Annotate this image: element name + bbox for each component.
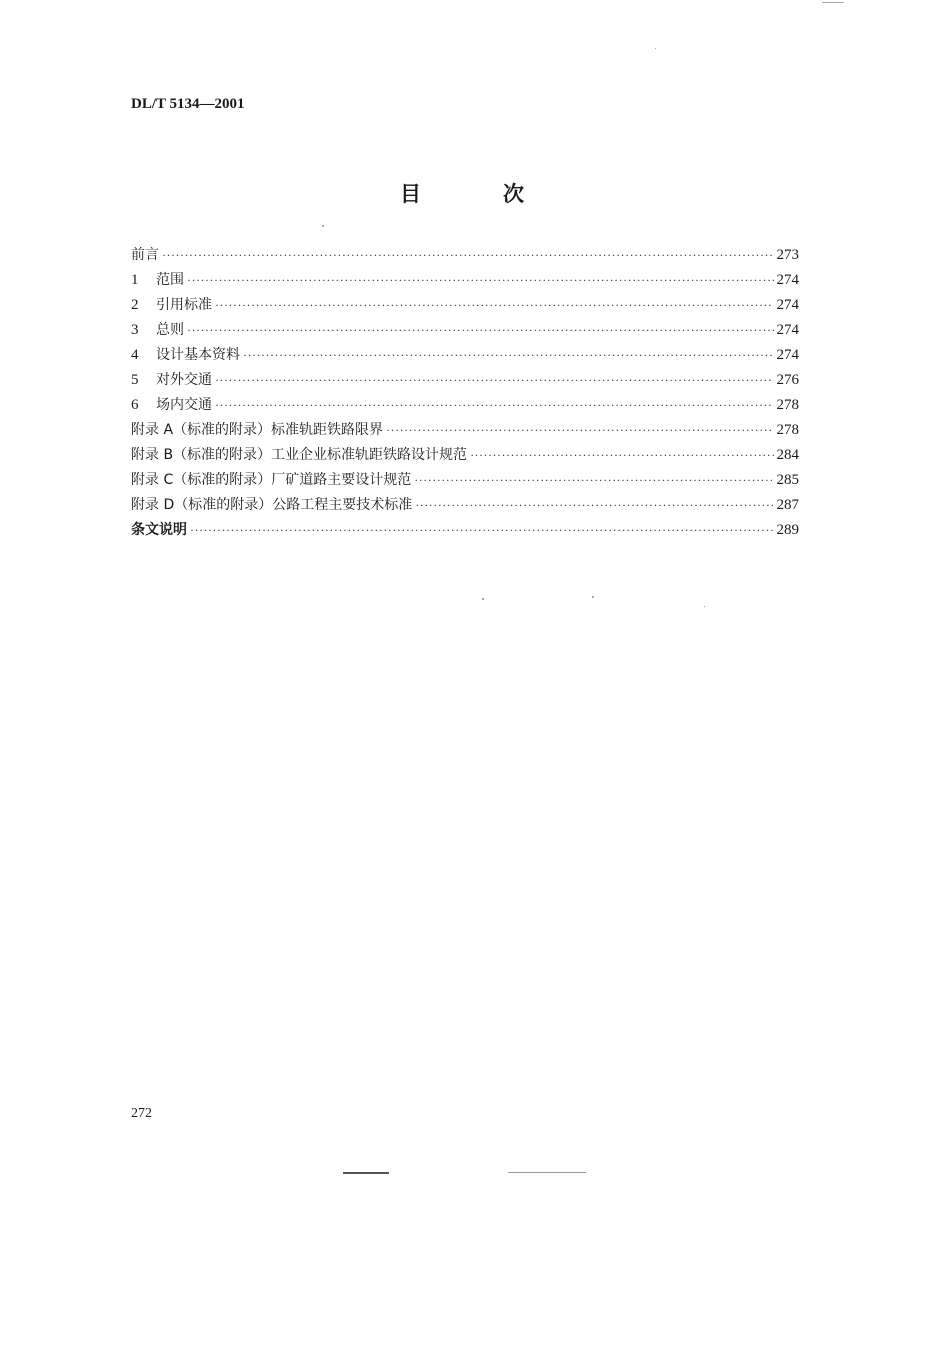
toc-entry-label bbox=[131, 369, 212, 389]
toc-leader-dots bbox=[215, 398, 774, 413]
toc-entry-label bbox=[131, 244, 159, 264]
toc-entry-text: 前言 bbox=[131, 247, 159, 263]
speck bbox=[482, 598, 484, 600]
scan-line-2 bbox=[508, 1172, 586, 1173]
toc-entry-page: 273 bbox=[776, 247, 799, 263]
toc-entry-label bbox=[131, 269, 184, 289]
toc-leader-dots bbox=[190, 523, 774, 538]
toc-leader-dots bbox=[414, 473, 773, 488]
toc-entry-text: 附录 D（标准的附录）公路工程主要技术标准 bbox=[131, 497, 413, 513]
toc-entry[interactable] bbox=[131, 369, 799, 394]
toc-entry-label bbox=[131, 344, 240, 364]
toc-entry-label bbox=[131, 319, 184, 339]
toc-entry-number: 4 bbox=[131, 347, 139, 363]
toc-entry-text: 条文说明 bbox=[131, 522, 187, 538]
toc-leader-dots bbox=[243, 348, 774, 363]
scan-line-1 bbox=[343, 1172, 389, 1174]
toc-entry[interactable] bbox=[131, 294, 799, 319]
table-of-contents bbox=[131, 244, 799, 544]
toc-entry-text: 场内交通 bbox=[156, 397, 212, 413]
toc-leader-dots bbox=[215, 373, 774, 388]
toc-entry-text: 附录 B（标准的附录）工业企业标准轨距铁路设计规范 bbox=[131, 447, 468, 463]
toc-leader-dots bbox=[415, 498, 773, 513]
toc-entry-label bbox=[131, 494, 412, 514]
toc-entry-number: 3 bbox=[131, 322, 139, 338]
toc-leader-dots bbox=[162, 248, 774, 263]
title-char-1: 目 bbox=[400, 182, 421, 206]
toc-entry[interactable] bbox=[131, 419, 799, 444]
toc-entry-label bbox=[131, 519, 187, 539]
toc-entry-text: 附录 C（标准的附录）厂矿道路主要设计规范 bbox=[131, 472, 412, 488]
toc-entry-label bbox=[131, 444, 467, 464]
toc-entry-page: 274 bbox=[776, 297, 799, 313]
toc-entry-page: 274 bbox=[776, 322, 799, 338]
toc-entry-number: 1 bbox=[131, 272, 139, 288]
toc-entry[interactable] bbox=[131, 494, 799, 519]
speck bbox=[322, 225, 324, 227]
toc-entry-page: 284 bbox=[776, 447, 799, 463]
toc-entry-text: 设计基本资料 bbox=[156, 347, 240, 363]
toc-leader-dots bbox=[386, 423, 773, 438]
standard-code-header: DL/T 5134—2001 bbox=[131, 96, 245, 112]
toc-entry[interactable] bbox=[131, 469, 799, 494]
toc-entry-text: 对外交通 bbox=[156, 372, 212, 388]
toc-entry-number: 2 bbox=[131, 297, 139, 313]
toc-entry-page: 274 bbox=[776, 347, 799, 363]
toc-entry-label bbox=[131, 394, 212, 414]
toc-entry-text: 范围 bbox=[156, 272, 184, 288]
toc-entry-label bbox=[131, 419, 383, 439]
toc-entry[interactable] bbox=[131, 519, 799, 544]
toc-entry[interactable] bbox=[131, 394, 799, 419]
toc-entry-text: 附录 A（标准的附录）标准轨距铁路限界 bbox=[131, 422, 384, 438]
toc-entry[interactable] bbox=[131, 444, 799, 469]
toc-leader-dots bbox=[187, 273, 774, 288]
toc-entry-page: 278 bbox=[776, 397, 799, 413]
toc-entry-page: 289 bbox=[776, 522, 799, 538]
toc-leader-dots bbox=[187, 323, 774, 338]
toc-entry[interactable] bbox=[131, 319, 799, 344]
title-char-2: 次 bbox=[503, 182, 524, 206]
scan-line-3 bbox=[822, 2, 844, 3]
toc-entry-page: 285 bbox=[776, 472, 799, 488]
toc-entry-number: 6 bbox=[131, 397, 139, 413]
toc-entry-page: 278 bbox=[776, 422, 799, 438]
toc-entry[interactable] bbox=[131, 244, 799, 269]
toc-entry[interactable] bbox=[131, 344, 799, 369]
toc-entry-label bbox=[131, 469, 411, 489]
toc-entry-number: 5 bbox=[131, 372, 139, 388]
toc-entry[interactable] bbox=[131, 269, 799, 294]
speck bbox=[704, 606, 705, 607]
speck bbox=[592, 596, 594, 598]
toc-leader-dots bbox=[470, 448, 773, 463]
toc-entry-page: 276 bbox=[776, 372, 799, 388]
toc-entry-text: 总则 bbox=[156, 322, 184, 338]
speck bbox=[655, 48, 656, 49]
toc-entry-label bbox=[131, 294, 212, 314]
toc-leader-dots bbox=[215, 298, 774, 313]
toc-entry-text: 引用标准 bbox=[156, 297, 212, 313]
toc-entry-page: 287 bbox=[776, 497, 799, 513]
page-number: 272 bbox=[131, 1106, 152, 1121]
toc-entry-page: 274 bbox=[776, 272, 799, 288]
